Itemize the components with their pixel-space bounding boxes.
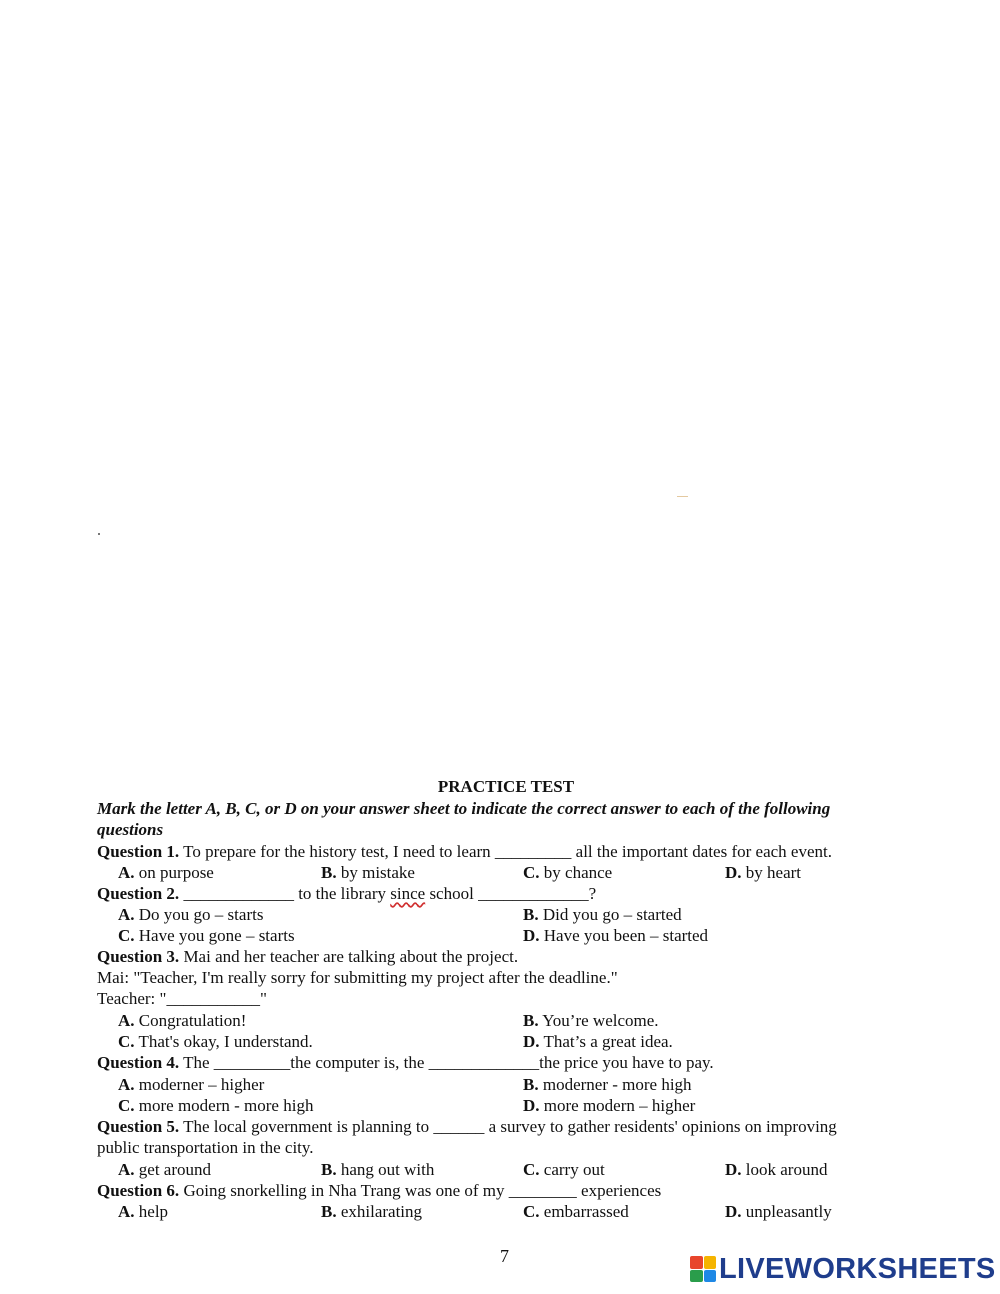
question-3: Question 3. Mai and her teacher are talking about the project. [97, 947, 519, 966]
q6-option-c[interactable]: C. embarrassed [523, 1202, 629, 1221]
question-4-label: Question 4. [97, 1053, 180, 1072]
question-3-dialogue-teacher: Teacher: "___________" [97, 989, 267, 1008]
question-6-label: Question 6. [97, 1181, 180, 1200]
q2-option-a[interactable]: A. Do you go – starts [118, 905, 264, 924]
logo-square-1 [690, 1256, 703, 1269]
question-3-dialogue-mai: Mai: "Teacher, I'm really sorry for submitting my project after the deadline." [97, 968, 618, 987]
instruction-line-2: questions [97, 820, 164, 839]
q6-option-a[interactable]: A. help [118, 1202, 169, 1221]
instruction-line-1: Mark the letter A, B, C, or D on your answer sheet to indicate the correct answer to each of the following [97, 799, 831, 818]
q2-option-b[interactable]: B. Did you go – started [523, 905, 682, 924]
q3-option-b[interactable]: B. You’re welcome. [523, 1011, 659, 1030]
question-5-line-2: public transportation in the city. [97, 1138, 314, 1157]
q4-option-b[interactable]: B. moderner - more high [523, 1075, 692, 1094]
question-6: Question 6. Going snorkelling in Nha Trang was one of my ________ experiences [97, 1181, 662, 1200]
logo-square-3 [690, 1270, 703, 1283]
stray-mark [677, 496, 688, 497]
q5-option-d[interactable]: D. look around [725, 1160, 828, 1179]
q1-option-d[interactable]: D. by heart [725, 863, 802, 882]
logo-square-2 [704, 1256, 717, 1269]
q1-option-c[interactable]: C. by chance [523, 863, 613, 882]
q4-option-a[interactable]: A. moderner – higher [118, 1075, 265, 1094]
q5-option-a[interactable]: A. get around [118, 1160, 212, 1179]
q5-option-b[interactable]: B. hang out with [321, 1160, 435, 1179]
question-1 [97, 841, 832, 862]
q3-option-a[interactable]: A. Congratulation! [118, 1011, 247, 1030]
question-5: Question 5. The local government is planning to ______ a survey to gather residents' opinions on improving [97, 1117, 837, 1136]
q4-option-d[interactable]: D. more modern – higher [523, 1096, 696, 1115]
q4-option-c[interactable]: C. more modern - more high [118, 1096, 314, 1115]
question-5-label: Question 5. [97, 1117, 180, 1136]
page-title: PRACTICE TEST [437, 777, 575, 796]
spellcheck-word: since [390, 884, 426, 903]
stray-dot [98, 533, 100, 535]
q3-option-c[interactable]: C. That's okay, I understand. [118, 1032, 313, 1051]
q2-option-c[interactable]: C. Have you gone – starts [118, 926, 295, 945]
liveworksheets-logo-text: LIVEWORKSHEETS [719, 1252, 996, 1285]
q2-option-d[interactable]: D. Have you been – started [523, 926, 709, 945]
logo-square-4 [704, 1270, 717, 1283]
q5-option-c[interactable]: C. carry out [523, 1160, 605, 1179]
q6-option-b[interactable]: B. exhilarating [321, 1202, 423, 1221]
q3-option-d[interactable]: D. That’s a great idea. [523, 1032, 673, 1051]
question-2-label: Question 2. [97, 884, 180, 903]
liveworksheets-logo-icon [690, 1256, 716, 1282]
liveworksheets-logo[interactable] [690, 1253, 996, 1285]
q6-option-d[interactable]: D. unpleasantly [725, 1202, 832, 1221]
question-1-text: To prepare for the history test, I need to learn _________ all the important dates for each event. [179, 842, 832, 861]
question-4: Question 4. The _________the computer is, the _____________the price you have to pay. [97, 1053, 714, 1072]
question-2: Question 2. _____________ to the library since school _____________? [97, 884, 597, 903]
question-3-label: Question 3. [97, 947, 180, 966]
question-1-label: Question 1. [97, 842, 180, 861]
q1-option-a[interactable]: A. on purpose [118, 863, 214, 882]
q1-option-b[interactable]: B. by mistake [321, 863, 415, 882]
page-number: 7 [500, 1246, 509, 1266]
